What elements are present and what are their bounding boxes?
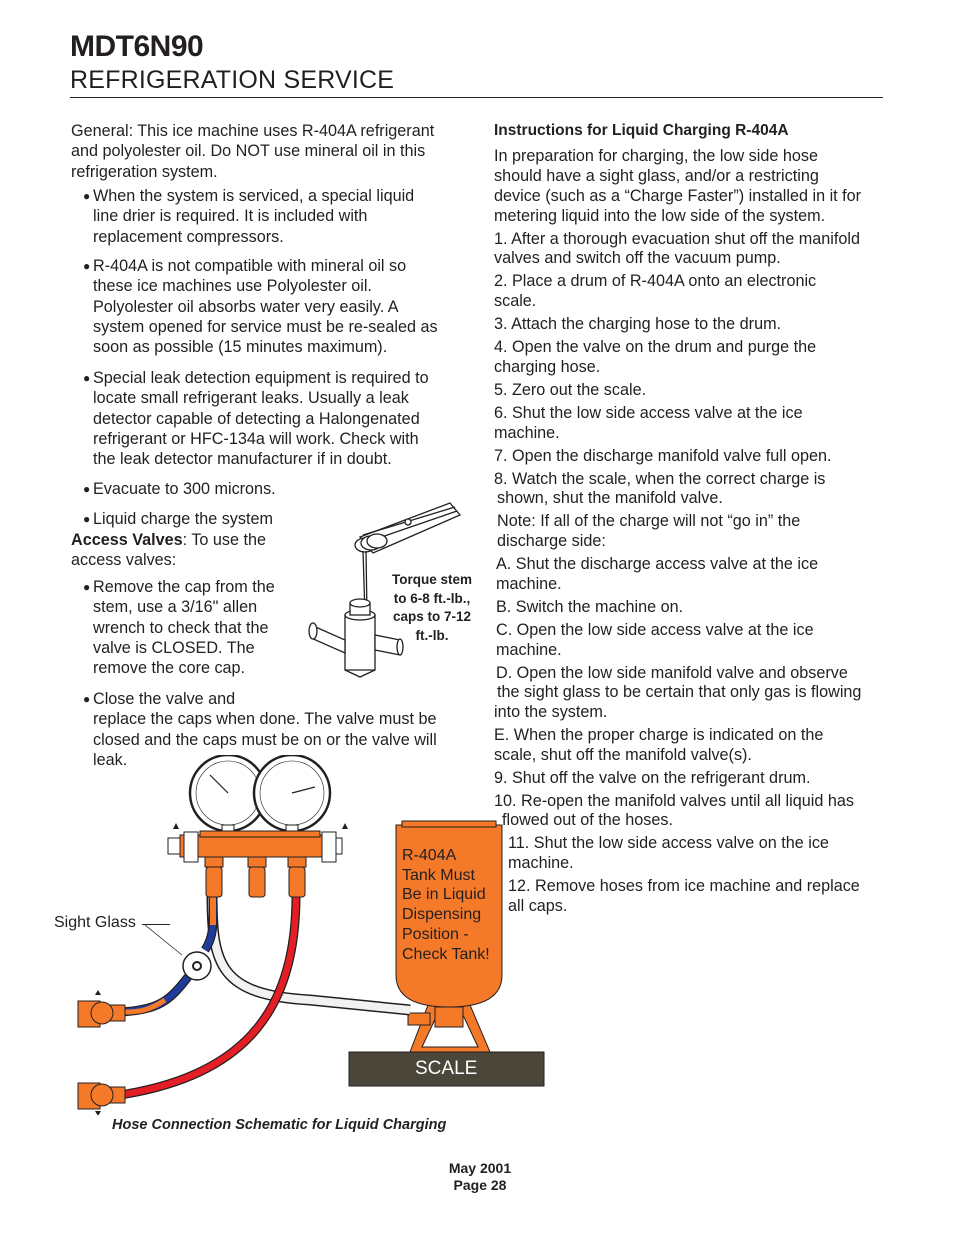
bullet-leak-detection: ● Special leak detection equipment is required to locate small refrigerant leaks. Usually a leak detector capable of detecting a Halongenated refrigerant or HFC-134a will work. Check with the leak detector manufacturer if in doubt. <box>83 369 429 469</box>
instruction-line: Note: If all of the charge will not “go in” the <box>497 512 801 530</box>
instruction-line: scale, shut off the manifold valve(s). <box>494 746 752 764</box>
instruction-line: D. Open the low side manifold valve and observe <box>496 664 848 682</box>
instruction-line: 1. After a thorough evacuation shut off the manifold <box>494 230 860 248</box>
instruction-line: charging hose. <box>494 358 601 376</box>
sight-glass <box>183 952 211 980</box>
instruction-line: 5. Zero out the scale. <box>494 381 647 399</box>
instruction-line: device (such as a “Charge Faster”) installed in it for <box>494 187 862 205</box>
instruction-line: all caps. <box>508 897 568 915</box>
footer-page: Page 28 <box>453 1177 507 1193</box>
bullet-close-valve: ● Close the valve and replace the caps when done. The valve must be closed and the caps must be on or the valve will leak. <box>83 690 437 769</box>
access-valves-heading: Access Valves: To use the access valves: <box>71 531 267 570</box>
instruction-line: metering liquid into the low side of the system. <box>494 207 826 225</box>
instruction-line: 3. Attach the charging hose to the drum. <box>494 315 782 333</box>
torque-note: Torque stem to 6-8 ft.-lb., caps to 7-12 ft.-lb. <box>391 572 472 643</box>
instruction-line: machine. <box>496 575 562 593</box>
liquid-charging-title: Instructions for Liquid Charging R-404A <box>494 122 789 139</box>
bullet-evacuate: ● Evacuate to 300 microns. <box>83 480 276 498</box>
instruction-line: 12. Remove hoses from ice machine and replace <box>508 877 860 895</box>
manifold-body <box>180 835 330 857</box>
instruction-line: 10. Re-open the manifold valves until all liquid has <box>494 792 854 810</box>
scale-label: SCALE <box>415 1058 478 1079</box>
instruction-line: should have a sight glass, and/or a restricting <box>494 167 819 185</box>
instruction-line: B. Switch the machine on. <box>496 598 684 616</box>
bullet-liquid-charge: ● Liquid charge the system <box>83 510 273 528</box>
instruction-line: A. Shut the discharge access valve at the ice <box>496 555 819 573</box>
instruction-line: 9. Shut off the valve on the refrigerant drum. <box>494 769 811 787</box>
instruction-line: 8. Watch the scale, when the correct charge is <box>494 470 826 488</box>
instruction-line: E. When the proper charge is indicated on the <box>494 726 824 744</box>
sight-glass-leader <box>142 924 170 925</box>
header-rule <box>70 97 883 98</box>
page-footer <box>420 1160 540 1194</box>
instruction-line: valves and switch off the vacuum pump. <box>494 249 781 267</box>
general-paragraph: General: This ice machine uses R-404A refrigerant and polyolester oil. Do NOT use mineral oil in this refrigeration system. <box>71 122 435 181</box>
instruction-line: 6. Shut the low side access valve at the ice <box>494 404 803 422</box>
schematic-caption: Hose Connection Schematic for Liquid Charging <box>112 1117 447 1133</box>
instruction-line: the sight glass to be certain that only gas is flowing <box>497 683 862 701</box>
tank-warning: R-404A Tank Must Be in Liquid Dispensing Position - Check Tank! <box>402 847 490 963</box>
model-title: MDT6N90 <box>70 30 204 63</box>
section-title: REFRIGERATION SERVICE <box>70 66 395 94</box>
footer-date: May 2001 <box>448 1160 512 1176</box>
instruction-line: 11. Shut the low side access valve on the ice <box>508 834 829 852</box>
instruction-line: machine. <box>494 424 560 442</box>
instruction-line: C. Open the low side access valve at the ice <box>496 621 814 639</box>
instruction-line: In preparation for charging, the low side hose <box>494 147 818 165</box>
sight-glass-label: Sight Glass <box>54 914 136 931</box>
instruction-line: flowed out of the hoses. <box>502 811 673 829</box>
instruction-line: 2. Place a drum of R-404A onto an electronic <box>494 272 817 290</box>
instruction-line: into the system. <box>494 703 608 721</box>
instruction-line: discharge side: <box>497 532 606 550</box>
bullet-mineral-oil: ● R-404A is not compatible with mineral oil so these ice machines use Polyolester oil. Polyolester oil absorbs water very easily. A system opened for service must be re-sealed as soon as possible (15 minutes maximum). <box>83 257 438 357</box>
instruction-line: 4. Open the valve on the drum and purge the <box>494 338 817 356</box>
instruction-line: shown, shut the manifold valve. <box>497 489 723 507</box>
instruction-line: scale. <box>494 292 537 310</box>
instruction-line: 7. Open the discharge manifold valve full open. <box>494 447 832 465</box>
instruction-line: machine. <box>496 641 562 659</box>
instruction-line: machine. <box>508 854 574 872</box>
bullet-liquid-drier: ● When the system is serviced, a special liquid line drier is required. It is included with replacement compressors. <box>83 187 415 246</box>
bullet-remove-cap: ● Remove the cap from the stem, use a 3/16" allen wrench to check that the valve is CLOSED. The remove the core cap. <box>83 578 275 678</box>
